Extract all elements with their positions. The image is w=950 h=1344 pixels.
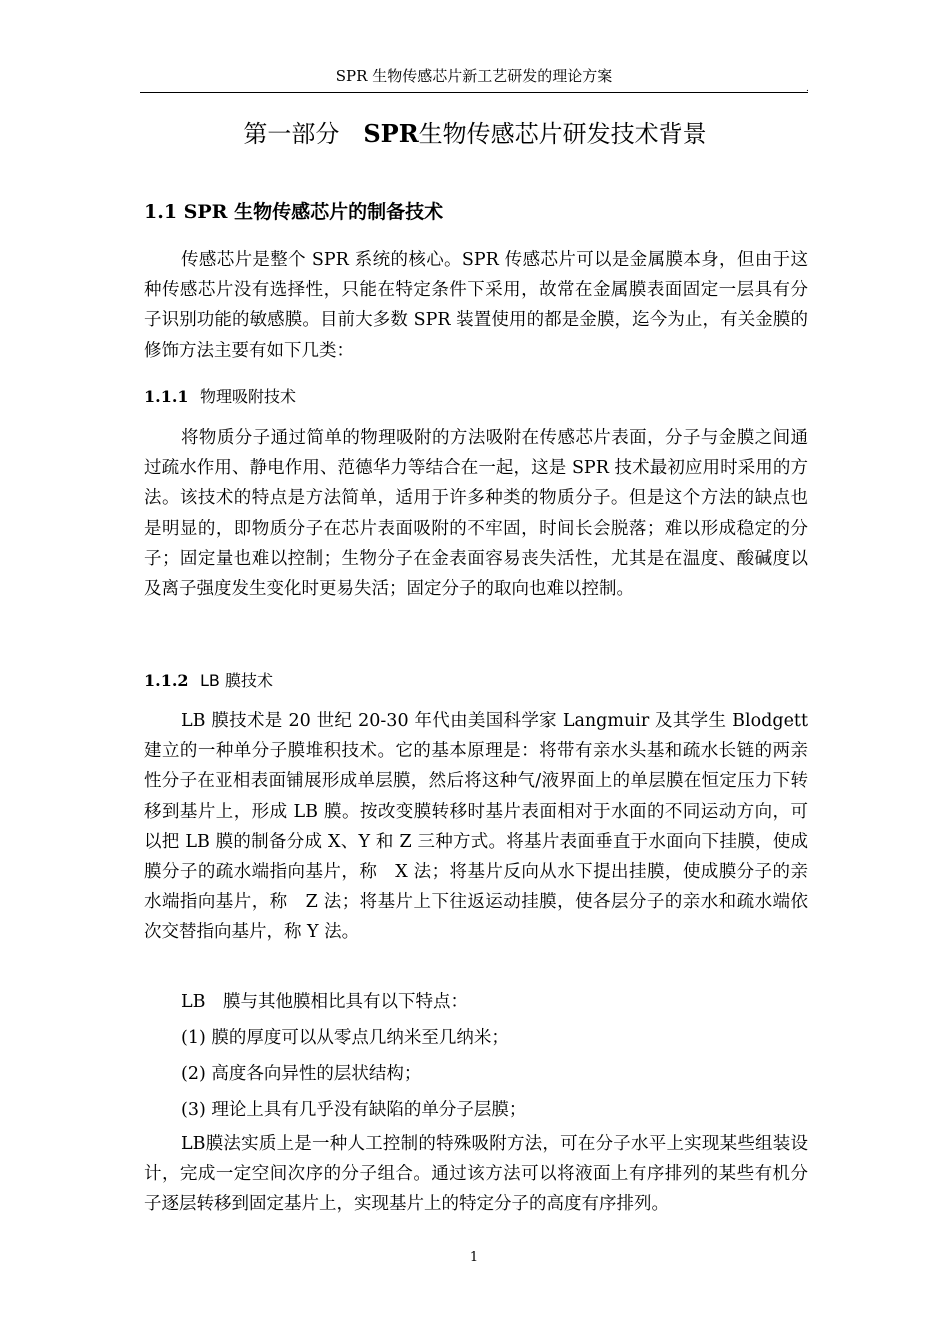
part-title	[140, 118, 810, 150]
features-intro: LB 膜与其他膜相比具有以下特点：	[181, 992, 468, 1012]
page-number: 1	[469, 1250, 479, 1265]
subsection-title: LB 膜技术	[200, 671, 273, 690]
lb-film-paragraph: LB 膜技术是 20 世纪 20-30 年代由美国科学家 Langmuir 及其学生 Blodgett 建立的一种单分子膜堆积技术。它的基本原理是：将带有亲水头基和疏水长链的两亲性分子在亚相表面铺展形成单层膜，然后将这种气/液界面上的单层膜在恒定压力下转移到基片上，形成 LB 膜。按改变膜转移时基片表面相对于水面的不同运动方向，可以把 LB 膜的制备分成 X、Y 和 Z 三种方式。将基片表面垂直于水面向下挂膜，使成膜分子的疏水端指向基片，称 X 法；将基片反向从水下提出挂膜，使成膜分子的亲水端指向基片，称 Z 法；将基片上下往返运动挂膜，使各层分子的亲水和疏水端依次交替指向基片，称 Y 法。	[144, 711, 808, 943]
section-heading: 1.1 SPR 生物传感芯片的制备技术	[144, 201, 444, 223]
section-intro-paragraph: 传感芯片是整个 SPR 系统的核心。SPR 传感芯片可以是金属膜本身，但由于这种传感芯片没有选择性，只能在特定条件下采用，故常在金属膜表面固定一层具有分子识别功能的敏感膜。目前大多数 SPR 装置使用的都是金膜，迄今为止，有关金膜的修饰方法主要有如下几类：	[144, 250, 808, 361]
header-rule	[140, 92, 808, 93]
part-title-rest: 生物传感芯片研发技术背景	[418, 120, 707, 148]
feature-item-1: (1) 膜的厚度可以从零点几纳米至几纳米；	[181, 1028, 509, 1048]
physical-adsorption-paragraph: 将物质分子通过简单的物理吸附的方法吸附在传感芯片表面，分子与金膜之间通过疏水作用、静电作用、范德华力等结合在一起，这是 SPR 技术最初应用时采用的方法。该技术的特点是方法简单，适用于许多种类的物质分子。但是这个方法的缺点也是明显的，即物质分子在芯片表面吸附的不牢固，时间长会脱落；难以形成稳定的分子；固定量也难以控制；生物分子在金表面容易丧失活性，尤其是在温度、酸碱度以及离子强度发生变化时更易失活；固定分子的取向也难以控制。	[144, 428, 808, 600]
feature-item-3: (3) 理论上具有几乎没有缺陷的单分子层膜；	[181, 1100, 527, 1120]
subsection-heading-1-1-2	[144, 670, 273, 692]
subsection-number: 1.1.1	[144, 387, 189, 406]
subsection-number: 1.1.2	[144, 671, 189, 690]
part-label: 第一部分	[243, 120, 340, 148]
subsection-heading-1-1-1	[144, 386, 296, 408]
feature-item-2: (2) 高度各向异性的层状结构；	[181, 1064, 422, 1084]
part-title-bold: SPR	[363, 119, 419, 148]
header-mark: .	[806, 84, 809, 94]
subsection-title: 物理吸附技术	[200, 387, 297, 406]
lb-closing-paragraph: LB膜法实质上是一种人工控制的特殊吸附方法，可在分子水平上实现某些组装设计，完成一定空间次序的分子组合。通过该方法可以将液面上有序排列的某些有机分子逐层转移到固定基片上，实现基片上的特定分子的高度有序排列。	[144, 1134, 808, 1215]
running-header: SPR 生物传感芯片新工艺研发的理论方案	[335, 67, 613, 85]
